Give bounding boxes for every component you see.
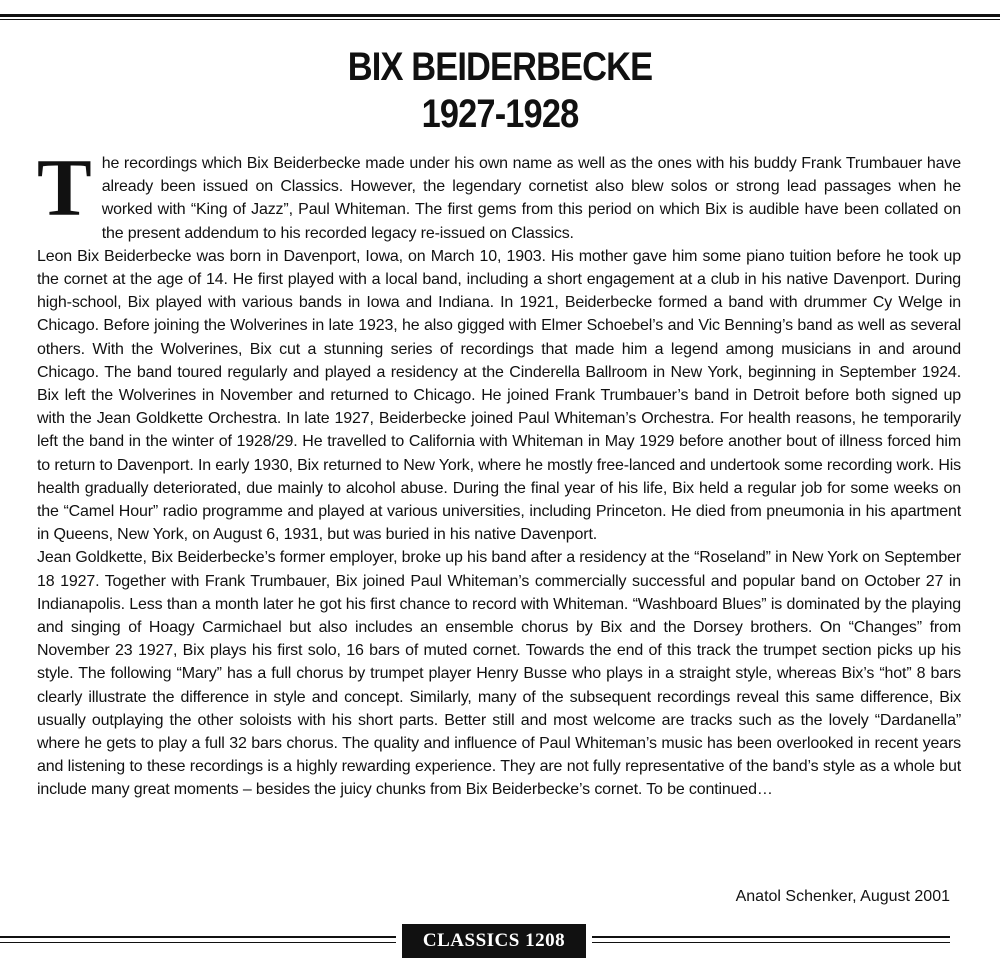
footer-rule-right-thin: [592, 942, 950, 943]
footer-rule-left: [0, 936, 396, 938]
paragraph-intro: [37, 142, 961, 245]
footer-rule-left-thin: [0, 942, 396, 943]
title-line-2: 1927-1928: [421, 92, 579, 136]
paragraph-intro-text: he recordings which Bix Beiderbecke made under his own name as well as the ones with his buddy Frank Trumbauer have already been issued on Classics. However, the legendary cornetist also blew solos or strong lead passages when he worked with “King of Jazz”, Paul Whiteman. The first gems from this period on which Bix is audible have been collated on the present addendum to his recorded legacy re-issued on Classics.: [101, 155, 961, 242]
catalog-label: CLASSICS 1208: [402, 924, 586, 958]
footer-rule-right: [592, 936, 950, 938]
top-rule: [0, 14, 1000, 17]
page-title: [70, 44, 930, 138]
top-rule-thin: [0, 19, 1000, 20]
paragraph-biography: Leon Bix Beiderbecke was born in Davenport, Iowa, on March 10, 1903. His mother gave him some piano tuition before he took up the cornet at the age of 14. He first played with a local band, including a short engagement at a club in his native Davenport. During high-school, Bix played with various bands in Iowa and Indiana. In 1921, Beiderbecke formed a band with drummer Cy Welge in Chicago. Before joining the Wolverines in late 1923, he also gigged with Elmer Schoebel’s and Vic Benning’s band as well as several others. With the Wolverines, Bix cut a stunning series of recordings that made him a legend among musicians in and around Chicago. The band toured regularly and played a residency at the Cinderella Ballroom in New York, beginning in September 1924. Bix left the Wolverines in November and returned to Chicago. He joined Frank Trumbauer’s band in Detroit before both signed up with the Jean Goldkette Orchestra. In late 1927, Beiderbecke joined Paul Whiteman’s Orchestra. For health reasons, he temporarily left the band in the winter of 1928/29. He travelled to California with Whiteman in May 1929 before another bout of illness forced him to return to Davenport. In early 1930, Bix returned to New York, where he mostly free-lanced and undertook some recording work. His health gradually deteriorated, due mainly to alcohol abuse. During the final year of his life, Bix held a regular job for some weeks on the “Camel Hour” radio programme and played at various universities, including Princeton. He died from pneumonia in his apartment in Queens, New York, on August 6, 1931, but was buried in his native Davenport.: [37, 247, 961, 544]
paragraph-recordings: Jean Goldkette, Bix Beiderbecke’s former employer, broke up his band after a residency at the “Roseland” in New York on September 18 1927. Together with Frank Trumbauer, Bix joined Paul Whiteman’s commercially successful and popular band on October 27 in Indianapolis. Less than a month later he got his first chance to record with Whiteman. “Washboard Blues” is dominated by the playing and singing of Hoagy Carmichael but also includes an ensemble chorus by Bix and the Dorsey brothers. On “Changes” from November 23 1927, Bix plays his first solo, 16 bars of muted cornet. Towards the end of this track the trumpet section picks up his style. The following “Mary” has a full chorus by trumpet player Henry Busse who plays in a straight style, whereas Bix’s “hot” 8 bars clearly illustrate the difference in style and concept. Similarly, many of the subsequent recordings reveal this same difference, Bix usually outplaying the other soloists with his short parts. Better still and most welcome are tracks such as the lovely “Dardanella” where he gets to play a full 32 bars chorus. The quality and influence of Paul Whiteman’s music has been overlooked in recent years and listening to these recordings is a highly rewarding experience. They are not fully representative of the band’s style as a whole but include many great moments – besides the juicy chunks from Bix Beiderbecke’s cornet. To be continued…: [37, 549, 961, 799]
article-body: [37, 142, 961, 802]
drop-cap: T: [37, 142, 92, 233]
author-signature: Anatol Schenker, August 2001: [735, 888, 950, 905]
title-line-1: BIX BEIDERBECKE: [347, 45, 653, 89]
